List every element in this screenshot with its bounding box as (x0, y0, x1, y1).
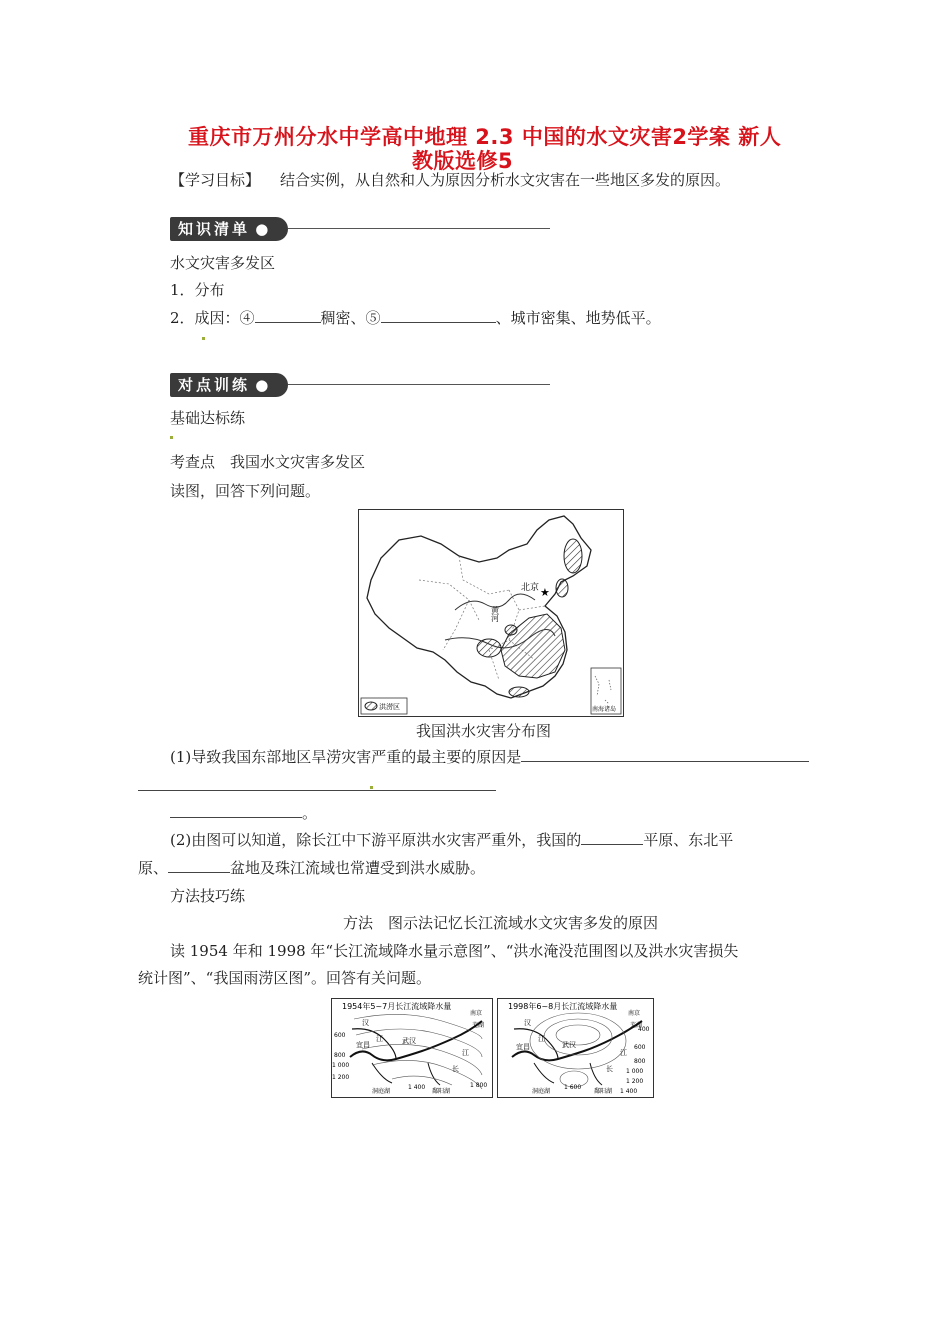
svg-text:1 400: 1 400 (408, 1084, 426, 1091)
answer-blank-q2a[interactable] (581, 830, 643, 845)
svg-text:1 800: 1 800 (470, 1082, 488, 1089)
inset-label: 南海诸岛 (592, 706, 617, 713)
svg-text:南京: 南京 (470, 1010, 483, 1017)
section-tag: 对点训练 ● (170, 373, 288, 397)
section-divider (288, 384, 550, 385)
section-divider (288, 228, 550, 229)
flood-zone-yangtze (501, 614, 565, 678)
svg-text:江: 江 (462, 1049, 469, 1057)
answer-blank-q1a[interactable] (521, 747, 809, 762)
svg-text:1 400: 1 400 (620, 1088, 638, 1095)
map-label-beijing: 北京 (521, 583, 540, 593)
speck (370, 786, 373, 789)
section-header-practice (170, 373, 550, 399)
svg-text:长: 长 (606, 1065, 613, 1073)
svg-text:1 600: 1 600 (564, 1084, 582, 1091)
svg-text:1 000: 1 000 (332, 1062, 350, 1069)
svg-text:1 000: 1 000 (626, 1068, 644, 1075)
svg-text:600: 600 (634, 1044, 646, 1051)
blank-5[interactable] (381, 308, 496, 323)
china-map-svg (359, 510, 623, 716)
svg-text:芜湖: 芜湖 (472, 1022, 485, 1029)
section-tag: 知识清单 ● (170, 217, 288, 241)
rain1954-title: 1954年5~7月长江流域降水量 (342, 1002, 452, 1011)
section1-item1: 1．分布 (170, 281, 225, 299)
svg-text:南京: 南京 (628, 1010, 641, 1017)
svg-text:江: 江 (538, 1035, 545, 1043)
map-label-river: 黄河 (490, 606, 500, 622)
document-title-line1: 重庆市万州分水中学高中地理 2.3 中国的水文灾害2学案 新人 (188, 125, 782, 149)
question-2-line2: 原、 盆地及珠江流域也常遭受到洪水威胁。 (138, 859, 486, 877)
svg-text:洞庭湖: 洞庭湖 (532, 1088, 551, 1095)
section1-subtitle: 水文灾害多发区 (170, 254, 276, 272)
svg-text:宜昌: 宜昌 (356, 1041, 370, 1049)
section1-item2: 2．成因：④ 稠密、⑤ 、城市密集、地势低平。 (170, 309, 661, 327)
blank-4[interactable] (255, 308, 321, 323)
flood-zone-weihe (505, 625, 517, 635)
svg-text:鄱阳湖: 鄱阳湖 (594, 1088, 613, 1095)
svg-text:芜湖: 芜湖 (630, 1022, 643, 1029)
svg-text:800: 800 (634, 1058, 646, 1065)
rain1998-title: 1998年6~8月长江流域降水量 (508, 1002, 618, 1011)
svg-text:汉: 汉 (524, 1019, 531, 1027)
svg-text:1 200: 1 200 (626, 1078, 644, 1085)
flood-zone-northeast (564, 539, 582, 573)
method-subtitle: 方法技巧练 (170, 887, 246, 905)
flood-zone-sichuan (477, 639, 501, 657)
question-1: (1)导致我国东部地区旱涝灾害严重的最主要的原因是 (170, 747, 809, 767)
svg-text:长: 长 (452, 1065, 459, 1073)
svg-text:800: 800 (334, 1052, 346, 1059)
china-outline (367, 516, 591, 698)
method-text-1: 读 1954 年和 1998 年“长江流域降水量示意图”、“洪水淹没范围图以及洪水灾害损失 (170, 942, 739, 960)
answer-blank-q2b[interactable] (168, 858, 230, 873)
svg-text:400: 400 (638, 1026, 650, 1033)
answer-blank-q1c[interactable] (170, 803, 302, 818)
speck (202, 337, 205, 340)
svg-text:洞庭湖: 洞庭湖 (372, 1088, 391, 1095)
rainfall-map-1998 (497, 998, 654, 1098)
svg-text:武汉: 武汉 (402, 1037, 416, 1045)
document-title-line2: 教版选修5 (412, 149, 514, 173)
instruction: 读图，回答下列问题。 (170, 482, 321, 500)
china-flood-map (358, 509, 624, 717)
legend-flood-zone: 洪涝区 (379, 703, 400, 711)
flood-zone-pearl (509, 687, 529, 697)
objective-label: 【学习目标】 (170, 171, 261, 189)
objective-text: 结合实例，从自然和人为原因分析水文灾害在一些地区多发的原因。 (280, 171, 731, 189)
svg-text:江: 江 (620, 1049, 627, 1057)
question-2-line1: (2)由图可以知道，除长江中下游平原洪水灾害严重外，我国的 平原、东北平 (170, 831, 734, 849)
svg-text:鄱阳湖: 鄱阳湖 (432, 1088, 451, 1095)
beijing-star-icon: ★ (540, 586, 550, 599)
question-1-end: 。 (170, 803, 317, 823)
svg-text:武汉: 武汉 (562, 1041, 576, 1049)
svg-text:江: 江 (376, 1035, 383, 1043)
rainfall-map-1954 (331, 998, 493, 1098)
svg-text:1 200: 1 200 (332, 1074, 350, 1081)
checkpoint: 考查点 我国水文灾害多发区 (170, 453, 366, 471)
method-title: 方法 图示法记忆长江流域水文灾害多发的原因 (343, 914, 659, 932)
learning-objective (170, 170, 730, 190)
map1-caption: 我国洪水灾害分布图 (416, 722, 552, 740)
section2-subtitle: 基础达标练 (170, 409, 246, 427)
method-text-2: 统计图”、“我国雨涝区图”。回答有关问题。 (138, 969, 432, 987)
svg-text:宜昌: 宜昌 (516, 1043, 530, 1051)
flood-zone-north-plain (556, 579, 568, 597)
section-header-knowledge (170, 217, 550, 243)
svg-text:汉: 汉 (362, 1019, 369, 1027)
answer-blank-q1b[interactable] (138, 790, 496, 791)
speck (170, 436, 173, 439)
svg-text:600: 600 (334, 1032, 346, 1039)
